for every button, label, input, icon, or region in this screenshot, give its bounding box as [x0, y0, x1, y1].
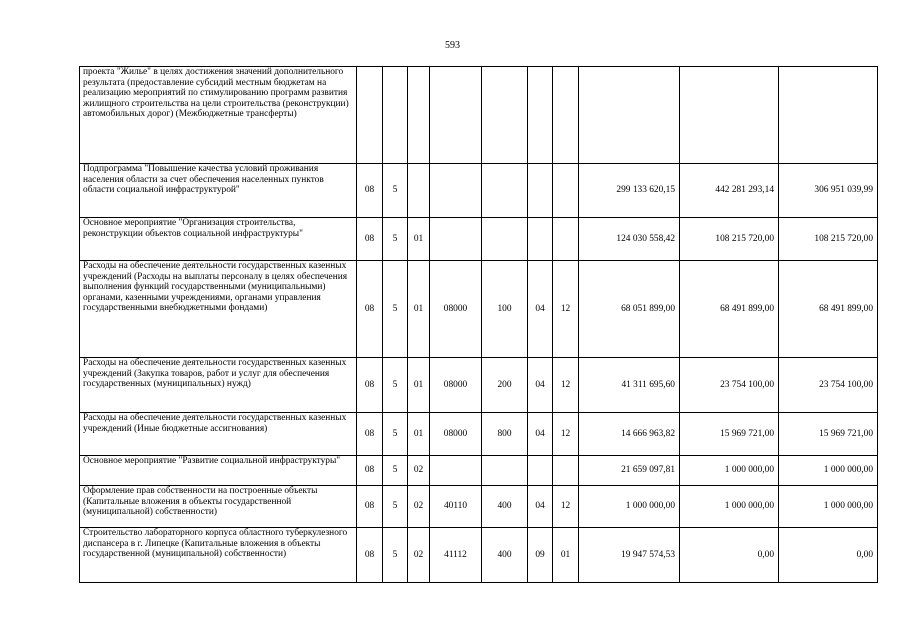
amount-year-1	[579, 67, 680, 164]
direction-code: 08000	[430, 261, 482, 358]
amount-year-1: 1 000 000,00	[579, 486, 680, 528]
table-row	[80, 486, 878, 528]
direction-code	[430, 218, 482, 261]
subsection-code	[553, 67, 579, 164]
subprogram-code: 5	[383, 456, 408, 486]
program-code: 08	[357, 261, 383, 358]
expense-type-code: 100	[482, 261, 528, 358]
section-code: 04	[528, 261, 553, 358]
expense-type-code	[482, 164, 528, 218]
section-code: 09	[528, 528, 553, 583]
row-name: проекта "Жилье" в целях достижения значений дополнительного результата (предоставление субсидий местным бюджетам на реализацию мероприятий по стимулированию программ развития жилищного строительства на цели строительства (реконструкции) автомобильных дорог) (Межбюджетные трансферты)	[80, 67, 357, 164]
subprogram-code: 5	[383, 358, 408, 413]
subsection-code: 12	[553, 413, 579, 456]
expense-type-code: 400	[482, 486, 528, 528]
subprogram-code: 5	[383, 486, 408, 528]
subsection-code	[553, 164, 579, 218]
table-row	[80, 67, 878, 164]
table-row	[80, 164, 878, 218]
amount-year-3: 1 000 000,00	[779, 486, 878, 528]
activity-code	[408, 164, 430, 218]
activity-code: 02	[408, 486, 430, 528]
amount-year-2: 1 000 000,00	[680, 456, 779, 486]
amount-year-2: 15 969 721,00	[680, 413, 779, 456]
amount-year-3: 108 215 720,00	[779, 218, 878, 261]
direction-code: 08000	[430, 358, 482, 413]
table-row	[80, 528, 878, 583]
amount-year-2: 23 754 100,00	[680, 358, 779, 413]
subprogram-code: 5	[383, 528, 408, 583]
amount-year-1: 19 947 574,53	[579, 528, 680, 583]
activity-code	[408, 67, 430, 164]
row-name: Расходы на обеспечение деятельности государственных казенных учреждений (Закупка товаров, работ и услуг для обеспечения государственных (муниципальных) нужд)	[80, 358, 357, 413]
row-name: Расходы на обеспечение деятельности государственных казенных учреждений (Иные бюджетные ассигнования)	[80, 413, 357, 456]
subsection-code: 12	[553, 486, 579, 528]
expense-type-code	[482, 67, 528, 164]
direction-code: 41112	[430, 528, 482, 583]
program-code	[357, 67, 383, 164]
amount-year-2: 68 491 899,00	[680, 261, 779, 358]
section-code	[528, 218, 553, 261]
program-code: 08	[357, 456, 383, 486]
amount-year-1: 21 659 097,81	[579, 456, 680, 486]
direction-code: 40110	[430, 486, 482, 528]
amount-year-2: 1 000 000,00	[680, 486, 779, 528]
program-code: 08	[357, 358, 383, 413]
expense-type-code: 400	[482, 528, 528, 583]
direction-code	[430, 164, 482, 218]
subprogram-code: 5	[383, 164, 408, 218]
row-name: Подпрограмма "Повышение качества условий проживания населения области за счет обеспечения населенных пунктов области социальной инфраструктурой"	[80, 164, 357, 218]
row-name: Оформление прав собственности на построенные объекты (Капитальные вложения в объекты государственной (муниципальной) собственности)	[80, 486, 357, 528]
amount-year-3: 306 951 039,99	[779, 164, 878, 218]
activity-code: 01	[408, 218, 430, 261]
amount-year-3	[779, 67, 878, 164]
direction-code	[430, 456, 482, 486]
program-code: 08	[357, 413, 383, 456]
activity-code: 01	[408, 261, 430, 358]
expense-type-code: 200	[482, 358, 528, 413]
section-code: 04	[528, 358, 553, 413]
subsection-code	[553, 218, 579, 261]
table-row	[80, 413, 878, 456]
activity-code: 01	[408, 358, 430, 413]
amount-year-3: 68 491 899,00	[779, 261, 878, 358]
activity-code: 02	[408, 528, 430, 583]
subprogram-code: 5	[383, 218, 408, 261]
program-code: 08	[357, 218, 383, 261]
direction-code: 08000	[430, 413, 482, 456]
activity-code: 02	[408, 456, 430, 486]
table-row	[80, 358, 878, 413]
table-row	[80, 218, 878, 261]
amount-year-1: 68 051 899,00	[579, 261, 680, 358]
subsection-code	[553, 456, 579, 486]
row-name: Строительство лабораторного корпуса областного туберкулезного диспансера в г. Липецке (Капитальные вложения в объекты государственной (муниципальной) собственности)	[80, 528, 357, 583]
section-code	[528, 164, 553, 218]
amount-year-1: 124 030 558,42	[579, 218, 680, 261]
row-name: Основное мероприятие "Развитие социальной инфраструктуры"	[80, 456, 357, 486]
program-code: 08	[357, 486, 383, 528]
budget-table-body	[80, 67, 878, 583]
amount-year-2: 108 215 720,00	[680, 218, 779, 261]
amount-year-2: 0,00	[680, 528, 779, 583]
subprogram-code: 5	[383, 261, 408, 358]
amount-year-2	[680, 67, 779, 164]
subprogram-code: 5	[383, 413, 408, 456]
amount-year-3: 23 754 100,00	[779, 358, 878, 413]
page-number: 593	[445, 40, 460, 51]
expense-type-code: 800	[482, 413, 528, 456]
table-row	[80, 261, 878, 358]
amount-year-1: 41 311 695,60	[579, 358, 680, 413]
activity-code: 01	[408, 413, 430, 456]
budget-table	[79, 66, 878, 583]
program-code: 08	[357, 528, 383, 583]
subprogram-code	[383, 67, 408, 164]
amount-year-1: 14 666 963,82	[579, 413, 680, 456]
section-code	[528, 67, 553, 164]
subsection-code: 12	[553, 261, 579, 358]
amount-year-3: 1 000 000,00	[779, 456, 878, 486]
row-name: Расходы на обеспечение деятельности государственных казенных учреждений (Расходы на выплаты персоналу в целях обеспечения выполнения функций государственными (муниципальными) органами, казенными учреждениями, органами управления государственными внебюджетными фондами)	[80, 261, 357, 358]
subsection-code: 01	[553, 528, 579, 583]
section-code: 04	[528, 413, 553, 456]
section-code: 04	[528, 486, 553, 528]
expense-type-code	[482, 456, 528, 486]
amount-year-3: 15 969 721,00	[779, 413, 878, 456]
amount-year-3: 0,00	[779, 528, 878, 583]
row-name: Основное мероприятие "Организация строительства, реконструкции объектов социальной инфраструктуры"	[80, 218, 357, 261]
expense-type-code	[482, 218, 528, 261]
table-row	[80, 456, 878, 486]
amount-year-1: 299 133 620,15	[579, 164, 680, 218]
section-code	[528, 456, 553, 486]
direction-code	[430, 67, 482, 164]
subsection-code: 12	[553, 358, 579, 413]
program-code: 08	[357, 164, 383, 218]
amount-year-2: 442 281 293,14	[680, 164, 779, 218]
